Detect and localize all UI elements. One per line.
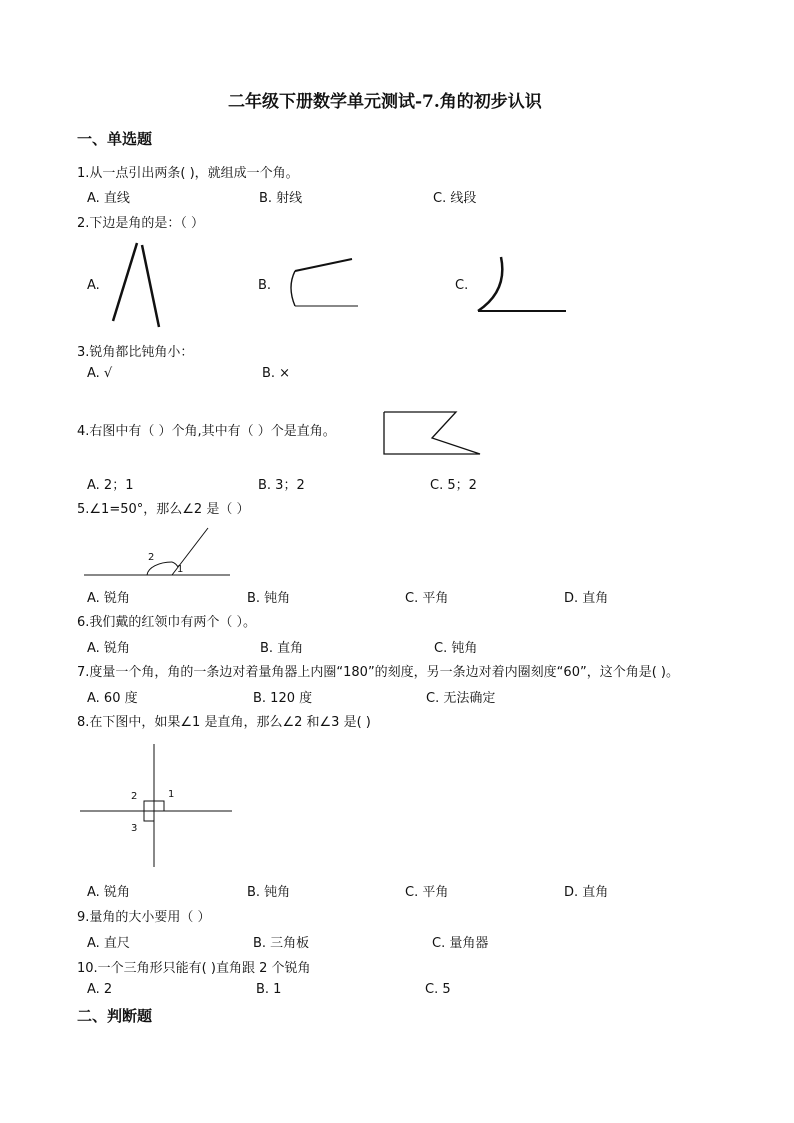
q7-option-a[interactable]: A. 60 度 bbox=[87, 691, 138, 706]
q8-option-b[interactable]: B. 钝角 bbox=[247, 885, 291, 900]
page-title: 二年级下册数学单元测试-7.角的初步认识 bbox=[228, 92, 542, 112]
q5-angle-1-label: 1 bbox=[177, 564, 184, 575]
q3-option-b[interactable]: B. × bbox=[262, 366, 291, 381]
q6-option-c[interactable]: C. 钝角 bbox=[434, 641, 478, 656]
q8-option-a[interactable]: A. 锐角 bbox=[87, 885, 130, 900]
q5-figure bbox=[80, 522, 240, 582]
question-10: 10.一个三角形只能有( )直角跟 2 个锐角 bbox=[77, 961, 311, 976]
q7-option-c[interactable]: C. 无法确定 bbox=[426, 691, 496, 706]
q4-option-a[interactable]: A. 2；1 bbox=[87, 478, 134, 493]
q2-option-c[interactable]: C. bbox=[455, 278, 469, 293]
q1-option-c[interactable]: C. 线段 bbox=[433, 191, 477, 206]
q3-option-a[interactable]: A. √ bbox=[87, 366, 113, 381]
question-1: 1.从一点引出两条( )，就组成一个角。 bbox=[77, 166, 299, 181]
q5-option-d[interactable]: D. 直角 bbox=[564, 591, 609, 606]
q8-angle-2-label: 2 bbox=[131, 791, 138, 802]
q6-option-a[interactable]: A. 锐角 bbox=[87, 641, 130, 656]
q2-figure-a bbox=[105, 237, 165, 332]
q4-option-c[interactable]: C. 5；2 bbox=[430, 478, 477, 493]
q9-option-b[interactable]: B. 三角板 bbox=[253, 936, 310, 951]
q1-option-b[interactable]: B. 射线 bbox=[259, 191, 303, 206]
q10-option-a[interactable]: A. 2 bbox=[87, 982, 113, 997]
question-4: 4.右图中有（ ）个角,其中有（ ）个是直角。 bbox=[77, 424, 336, 439]
q2-option-a[interactable]: A. bbox=[87, 278, 100, 293]
q9-option-a[interactable]: A. 直尺 bbox=[87, 936, 130, 951]
q5-option-a[interactable]: A. 锐角 bbox=[87, 591, 130, 606]
q5-angle-2-label: 2 bbox=[148, 552, 155, 563]
question-8: 8.在下图中，如果∠1 是直角，那么∠2 和∠3 是( ) bbox=[77, 715, 371, 730]
question-6: 6.我们戴的红领巾有两个（ ）。 bbox=[77, 615, 257, 630]
q4-option-b[interactable]: B. 3；2 bbox=[258, 478, 305, 493]
q10-option-b[interactable]: B. 1 bbox=[256, 982, 282, 997]
q8-option-d[interactable]: D. 直角 bbox=[564, 885, 609, 900]
q2-figure-c bbox=[470, 253, 570, 318]
q5-option-b[interactable]: B. 钝角 bbox=[247, 591, 291, 606]
q7-option-b[interactable]: B. 120 度 bbox=[253, 691, 313, 706]
q8-angle-3-label: 3 bbox=[131, 823, 138, 834]
question-7: 7.度量一个角，角的一条边对着量角器上内圈“180”的刻度，另一条边对着内圈刻度“60”，这个角是( )。 bbox=[77, 665, 679, 680]
q5-option-c[interactable]: C. 平角 bbox=[405, 591, 449, 606]
question-9: 9.量角的大小要用（ ） bbox=[77, 910, 211, 925]
q8-figure bbox=[78, 740, 238, 870]
section-heading-single-choice: 一、单选题 bbox=[77, 130, 153, 148]
q9-option-c[interactable]: C. 量角器 bbox=[432, 936, 489, 951]
question-2: 2.下边是角的是：（ ） bbox=[77, 216, 205, 231]
q10-option-c[interactable]: C. 5 bbox=[425, 982, 451, 997]
question-3: 3.锐角都比钝角小： bbox=[77, 345, 194, 360]
question-5: 5.∠1=50°，那么∠2 是（ ） bbox=[77, 502, 250, 517]
q6-option-b[interactable]: B. 直角 bbox=[260, 641, 304, 656]
q4-figure bbox=[380, 408, 490, 458]
q8-option-c[interactable]: C. 平角 bbox=[405, 885, 449, 900]
section-heading-true-false: 二、判断题 bbox=[77, 1007, 153, 1025]
q1-option-a[interactable]: A. 直线 bbox=[87, 191, 130, 206]
q8-angle-1-label: 1 bbox=[168, 789, 175, 800]
q2-figure-b bbox=[285, 255, 365, 315]
q2-option-b[interactable]: B. bbox=[258, 278, 272, 293]
